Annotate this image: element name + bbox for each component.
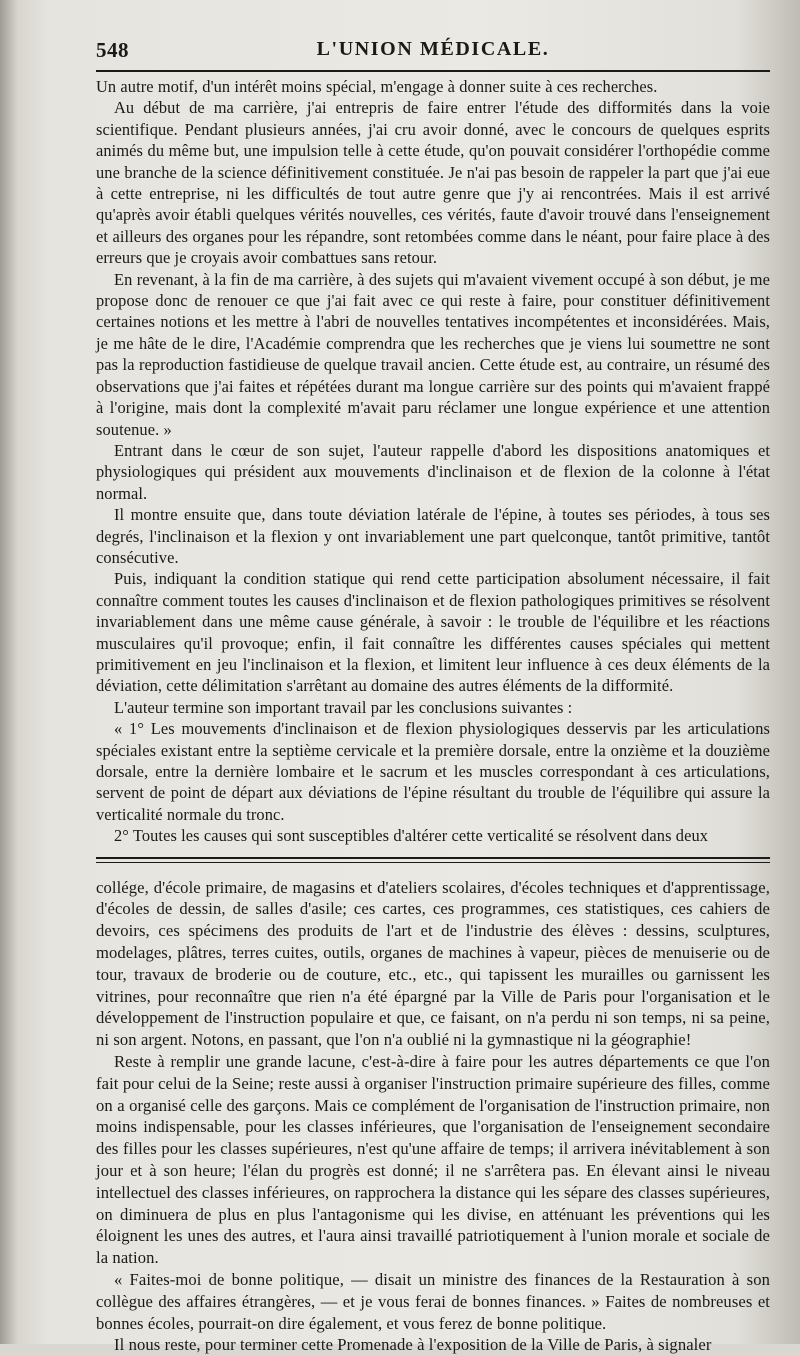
article-paragraph: Il montre ensuite que, dans toute déviation latérale de l'épine, à toutes ses périodes, à tous ses degrés, l'inclinaison et la flexion y ont invariablement une part quelconque, tantôt primitive, tantôt consécutive. xyxy=(96,505,770,567)
book-spine-shadow xyxy=(0,0,18,1344)
article-section xyxy=(96,76,770,847)
article-paragraph: Au début de ma carrière, j'ai entrepris de faire entrer l'étude des difformités dans la voie scientifique. Pendant plusieurs années, j'ai cru avoir donné, avec le concours de quelques esprits animés du même but, une impulsion telle à cette étude, qu'on pouvait considérer l'orthopédie comme une branche de la science définitivement constituée. Je n'ai pas besoin de rappeler la part que j'ai eue à cette entreprise, ni les difficultés de tout autre genre que j'y ai rencontrées. Mais il est arrivé qu'après avoir établi quelques vérités nouvelles, ces vérités, faute d'avoir trouvé dans l'enseignement et ailleurs des organes pour les répandre, sont retombées comme dans le néant, pour faire place à des erreurs que je croyais avoir combattues sans retour. xyxy=(96,98,770,268)
article-paragraph: Un autre motif, d'un intérêt moins spécial, m'engage à donner suite à ces recherches. xyxy=(96,77,658,96)
header-rule xyxy=(96,70,770,72)
feuilleton-paragraph: Reste à remplir une grande lacune, c'est-à-dire à faire pour les autres départements ce que l'on fait pour celui de la Seine; reste aussi à organiser l'instruction primaire supérieure des filles, comme on a organisé celle des garçons. Mais ce complément de l'organisation de l'instruction primaire, non moins indispensable, pour les classes inférieures, que l'organisation de l'enseignement secondaire des filles pour les classes supérieures, n'est qu'une affaire de temps; il arrivera inévitablement à son jour et à son heure; l'élan du progrès est donné; il ne s'arrêtera pas. En élevant ainsi le niveau intellectuel des classes inférieures, on rapprochera la distance qui les sépare des classes supérieures, on diminuera de plus en plus l'antagonisme qui les divise, en atténuant les préventions qui les éloignent les unes des autres, et l'aura ainsi travaillé patriotiquement à l'union morale et sociale de la nation. xyxy=(96,1052,770,1268)
article-paragraph: « 1° Les mouvements d'inclinaison et de flexion physiologiques desservis par les articulations spéciales existant entre la septième cervicale et la première dorsale, entre la onzième et la douzième dorsale, entre la dernière lombaire et le sacrum et les muscles correspondant à ces articulations, servent de point de départ aux déviations de l'épine résultant du trouble de l'équilibre qui assure la verticalité normale du tronc. xyxy=(96,719,770,824)
running-title: L'UNION MÉDICALE. xyxy=(316,38,550,60)
article-paragraph: 2° Toutes les causes qui sont susceptibles d'altérer cette verticalité se résolvent dans deux xyxy=(114,826,709,846)
feuilleton-paragraph: Il nous reste, pour terminer cette Promenade à l'exposition de la Ville de Paris, à signaler xyxy=(114,1335,712,1355)
article-paragraph: Entrant dans le cœur de son sujet, l'auteur rappelle d'abord les dispositions anatomiques et physiologiques qui président aux mouvements d'inclinaison et de flexion de la colonne à l'état normal. xyxy=(96,440,770,503)
feuilleton-section xyxy=(96,877,770,1356)
article-paragraph: L'auteur termine son important travail par les conclusions suivantes : xyxy=(114,697,573,717)
section-divider xyxy=(96,857,770,863)
article-paragraph: Puis, indiquant la condition statique qui rend cette participation absolument nécessaire, il fait connaître comment toutes les causes d'inclinaison et de flexion pathologiques primitives se résolvent invariablement dans une même cause générale, à savoir : le trouble de l'équilibre et les réactions musculaires qu'il provoque; enfin, il fait connaître les différentes causes spéciales qui mettent primitivement en jeu l'inclinaison et la flexion, et limitent leur influence à ces deux éléments de la déviation, cette délimitation s'arrêtant au domaine des autres éléments de la difformité. xyxy=(96,569,770,696)
page-number: 548 xyxy=(96,38,129,62)
article-paragraph: En revenant, à la fin de ma carrière, à des sujets qui m'avaient vivement occupé à son début, je me propose donc de renouer ce que j'ai fait avec ce qui reste à faire, pour constituer définitivement certaines notions et les mettre à l'abri de nouvelles tentatives incompétentes et inconsidérées. Mais, je me hâte de le dire, l'Académie comprendra que les recherches que je viens lui soumettre ne sont pas la reproduction fastidieuse de quelque travail ancien. Cette étude est, au contraire, un résumé des observations que j'ai faites et répétées durant ma longue carrière sur des points qui m'avaient frappé à l'origine, mais dont la complexité m'avait paru réclamer une longue expérience et une attention soutenue. » xyxy=(96,269,770,439)
feuilleton-paragraph: « Faites-moi de bonne politique, — disait un ministre des finances de la Restauration à son collègue des affaires étrangères, — et je vous ferai de bonnes finances. » Faites de nombreuses et bonnes écoles, pourrait-on dire également, et vous ferez de bonne politique. xyxy=(96,1269,770,1333)
page-header xyxy=(96,34,770,70)
feuilleton-paragraph: collége, d'école primaire, de magasins et d'ateliers scolaires, d'écoles techniques et d'apprentissage, d'écoles de dessin, de salles d'asile; ces cartes, ces programmes, ces statistiques, ces cahiers de devoirs, ces spécimens des produits de l'art et de l'industrie des élèves : dessins, sculptures, modelages, plâtres, terres cuites, outils, organes de machines à vapeur, pièces de menuiserie ou de tour, travaux de broderie ou de couture, etc., etc., qui tapissent les murailles ou garnissent les vitrines, pour reconnaître que rien n'a été épargné par la Ville de Paris pour l'organisation et le développement de l'instruction populaire et que, ce faisant, on n'a perdu ni son temps, ni sa peine, ni son argent. Notons, en passant, que l'on n'a oublié ni la gymnastique ni la géographie! xyxy=(96,877,770,1050)
